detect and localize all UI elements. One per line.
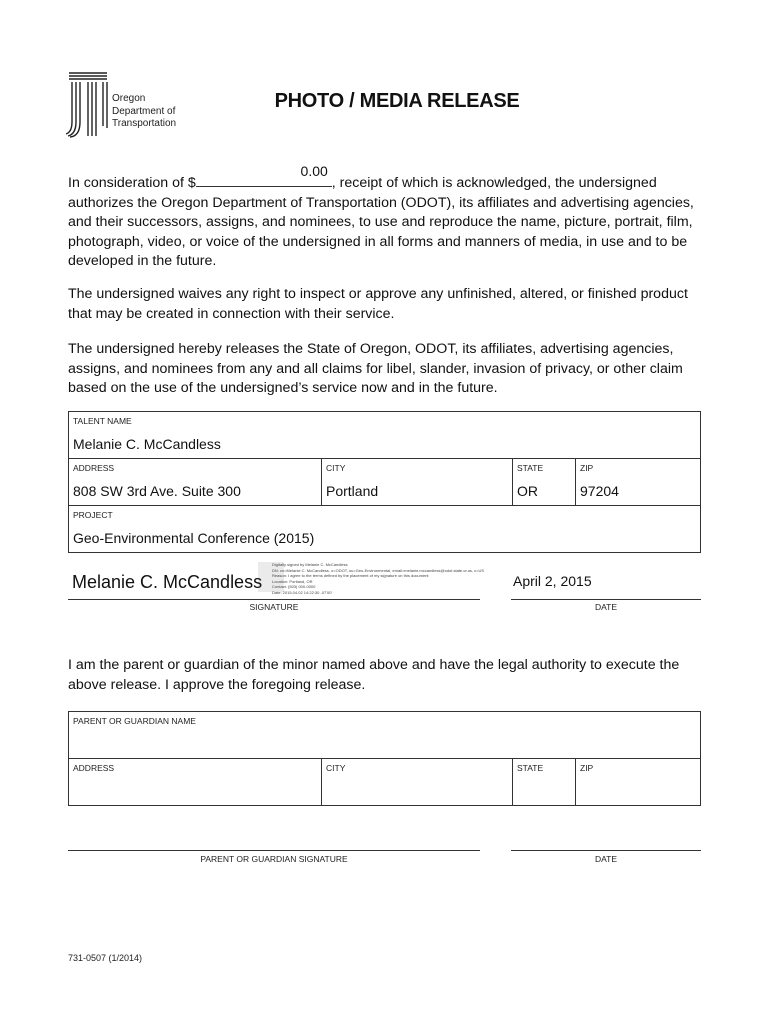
waiver-paragraph: The undersigned waives any right to inspect or approve any unfinished, altered, or finished product that may be created in connection with their service. (68, 286, 688, 322)
address-field[interactable] (69, 459, 322, 506)
project-value: Geo-Environmental Conference (2015) (73, 530, 315, 546)
cert-line: Reason: I agree to the terms defined by the placement of my signature on this document (272, 573, 429, 579)
state-value: OR (517, 483, 538, 499)
project-label: PROJECT (73, 510, 113, 520)
state-label: STATE (517, 463, 544, 473)
project-field[interactable] (69, 506, 701, 553)
amount-value: 0.00 (300, 163, 328, 179)
signature-name[interactable]: Melanie C. McCandless (72, 572, 263, 592)
zip-field[interactable] (576, 459, 701, 506)
document-title: PHOTO / MEDIA RELEASE (274, 90, 520, 112)
digital-signature-certificate (272, 562, 484, 596)
guardian-name-field[interactable] (69, 712, 701, 759)
cert-line: Date: 2015.04.02 14:22:30 -07'00' (272, 589, 333, 595)
city-field[interactable] (322, 459, 513, 506)
release-paragraph: The undersigned hereby releases the State of Oregon, ODOT, its affiliates, advertising agencies, assigns, and nominees from any and all claims for libel, slander, invasion of privacy, or other claim based on the use of the undersigned’s service now and in the future. (68, 341, 683, 396)
date-label: DATE (594, 602, 618, 612)
cert-line: Digitally signed by Melanie C. McCandless (272, 562, 348, 567)
guardian-address-field[interactable] (69, 759, 322, 806)
guardian-address-label: ADDRESS (73, 763, 115, 773)
zip-label: ZIP (580, 463, 594, 473)
agency-name-line-3: Transportation (112, 118, 177, 129)
agency-name-line-2: Department of (112, 105, 176, 117)
guardian-state-label: STATE (517, 763, 544, 773)
guardian-city-label: CITY (326, 763, 346, 773)
guardian-city-field[interactable] (322, 759, 513, 806)
talent-name-field[interactable] (69, 412, 701, 459)
guardian-date-label: DATE (594, 854, 618, 864)
guardian-signature-line[interactable] (68, 850, 480, 851)
guardian-statement: I am the parent or guardian of the minor named above and have the legal authority to execute the above release. I approve the foregoing release. (68, 657, 680, 693)
cert-line: Location: Portland, OR (272, 578, 313, 584)
zip-value: 97204 (580, 483, 619, 499)
city-label: CITY (326, 463, 346, 473)
address-label: ADDRESS (73, 463, 115, 473)
guardian-zip-field[interactable] (576, 759, 701, 806)
cert-line: DN: cn=Melanie C. McCandless, o=ODOT, ou=Geo-Environmental, email=melanie.mccandless@odot.state.or.us, c=US (272, 567, 485, 573)
guardian-date-line[interactable] (511, 850, 701, 851)
signature-label: SIGNATURE (249, 602, 299, 612)
agency-name-line-1: Oregon (112, 93, 146, 104)
guardian-info-table (68, 711, 701, 806)
guardian-zip-label: ZIP (580, 763, 594, 773)
cert-line: Contact: (503) 000-0000 (272, 584, 316, 590)
consideration-text: , receipt of which is acknowledged, the undersigned authorizes the Oregon Department of Transportation (ODOT), its affiliates and advertising agencies, and their successors, assigns, and nominees, to use and reproduce the name, picture, portrait, film, photograph, video, or voice of the undersigned in all forms and manners of media, in use and to be developed in the future. (68, 175, 694, 269)
consideration-paragraph (68, 163, 708, 272)
state-field[interactable] (513, 459, 576, 506)
guardian-name-label: PARENT OR GUARDIAN NAME (73, 716, 196, 726)
guardian-state-field[interactable] (513, 759, 576, 806)
form-number: 731-0507 (1/2014) (68, 953, 143, 963)
talent-name-value: Melanie C. McCandless (73, 436, 221, 452)
amount-field[interactable] (196, 163, 332, 187)
signature-date[interactable]: April 2, 2015 (513, 573, 592, 589)
talent-info-table (68, 411, 701, 553)
city-value: Portland (326, 483, 379, 499)
consideration-prefix: In consideration of $ (68, 175, 196, 191)
signature-line (68, 599, 480, 600)
guardian-signature-label: PARENT OR GUARDIAN SIGNATURE (200, 854, 348, 864)
date-line (511, 599, 701, 600)
talent-name-label: TALENT NAME (73, 416, 132, 426)
address-value: 808 SW 3rd Ave. Suite 300 (73, 483, 241, 499)
